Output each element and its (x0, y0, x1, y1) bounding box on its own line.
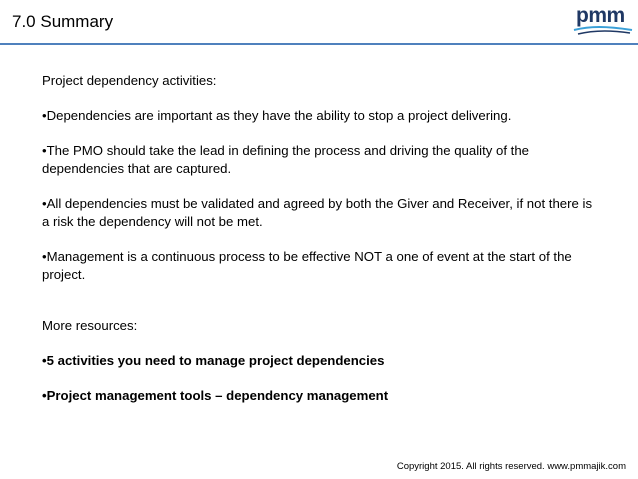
bullet-pmo-lead: •The PMO should take the lead in defining the process and driving the quality of the dependencies that are captured. (42, 143, 529, 176)
copyright-footer: Copyright 2015. All rights reserved. www.pmmajik.com (396, 461, 626, 472)
slide-header (0, 0, 638, 44)
bullet-continuous-process: •Management is a continuous process to be effective NOT a one of event at the start of the project. (42, 249, 572, 282)
logo-text: pmm (576, 4, 625, 27)
resource-link-5-activities[interactable]: •5 activities you need to manage project dependencies (42, 353, 385, 368)
bullet-dependencies-important: •Dependencies are important as they have the ability to stop a project delivering. (42, 108, 512, 123)
pmm-logo (572, 6, 634, 42)
resource-link-pm-tools[interactable]: •Project management tools – dependency management (42, 388, 389, 403)
intro-text: Project dependency activities: (42, 73, 217, 88)
logo-swoosh-icon (572, 24, 634, 42)
slide-body (42, 72, 602, 422)
resources-heading: More resources: (42, 318, 138, 333)
header-rule (0, 43, 638, 45)
slide-title: 7.0 Summary (12, 12, 114, 31)
bullet-validated-agreed: •All dependencies must be validated and agreed by both the Giver and Receiver, if not there is a risk the dependency will not be met. (42, 196, 593, 229)
